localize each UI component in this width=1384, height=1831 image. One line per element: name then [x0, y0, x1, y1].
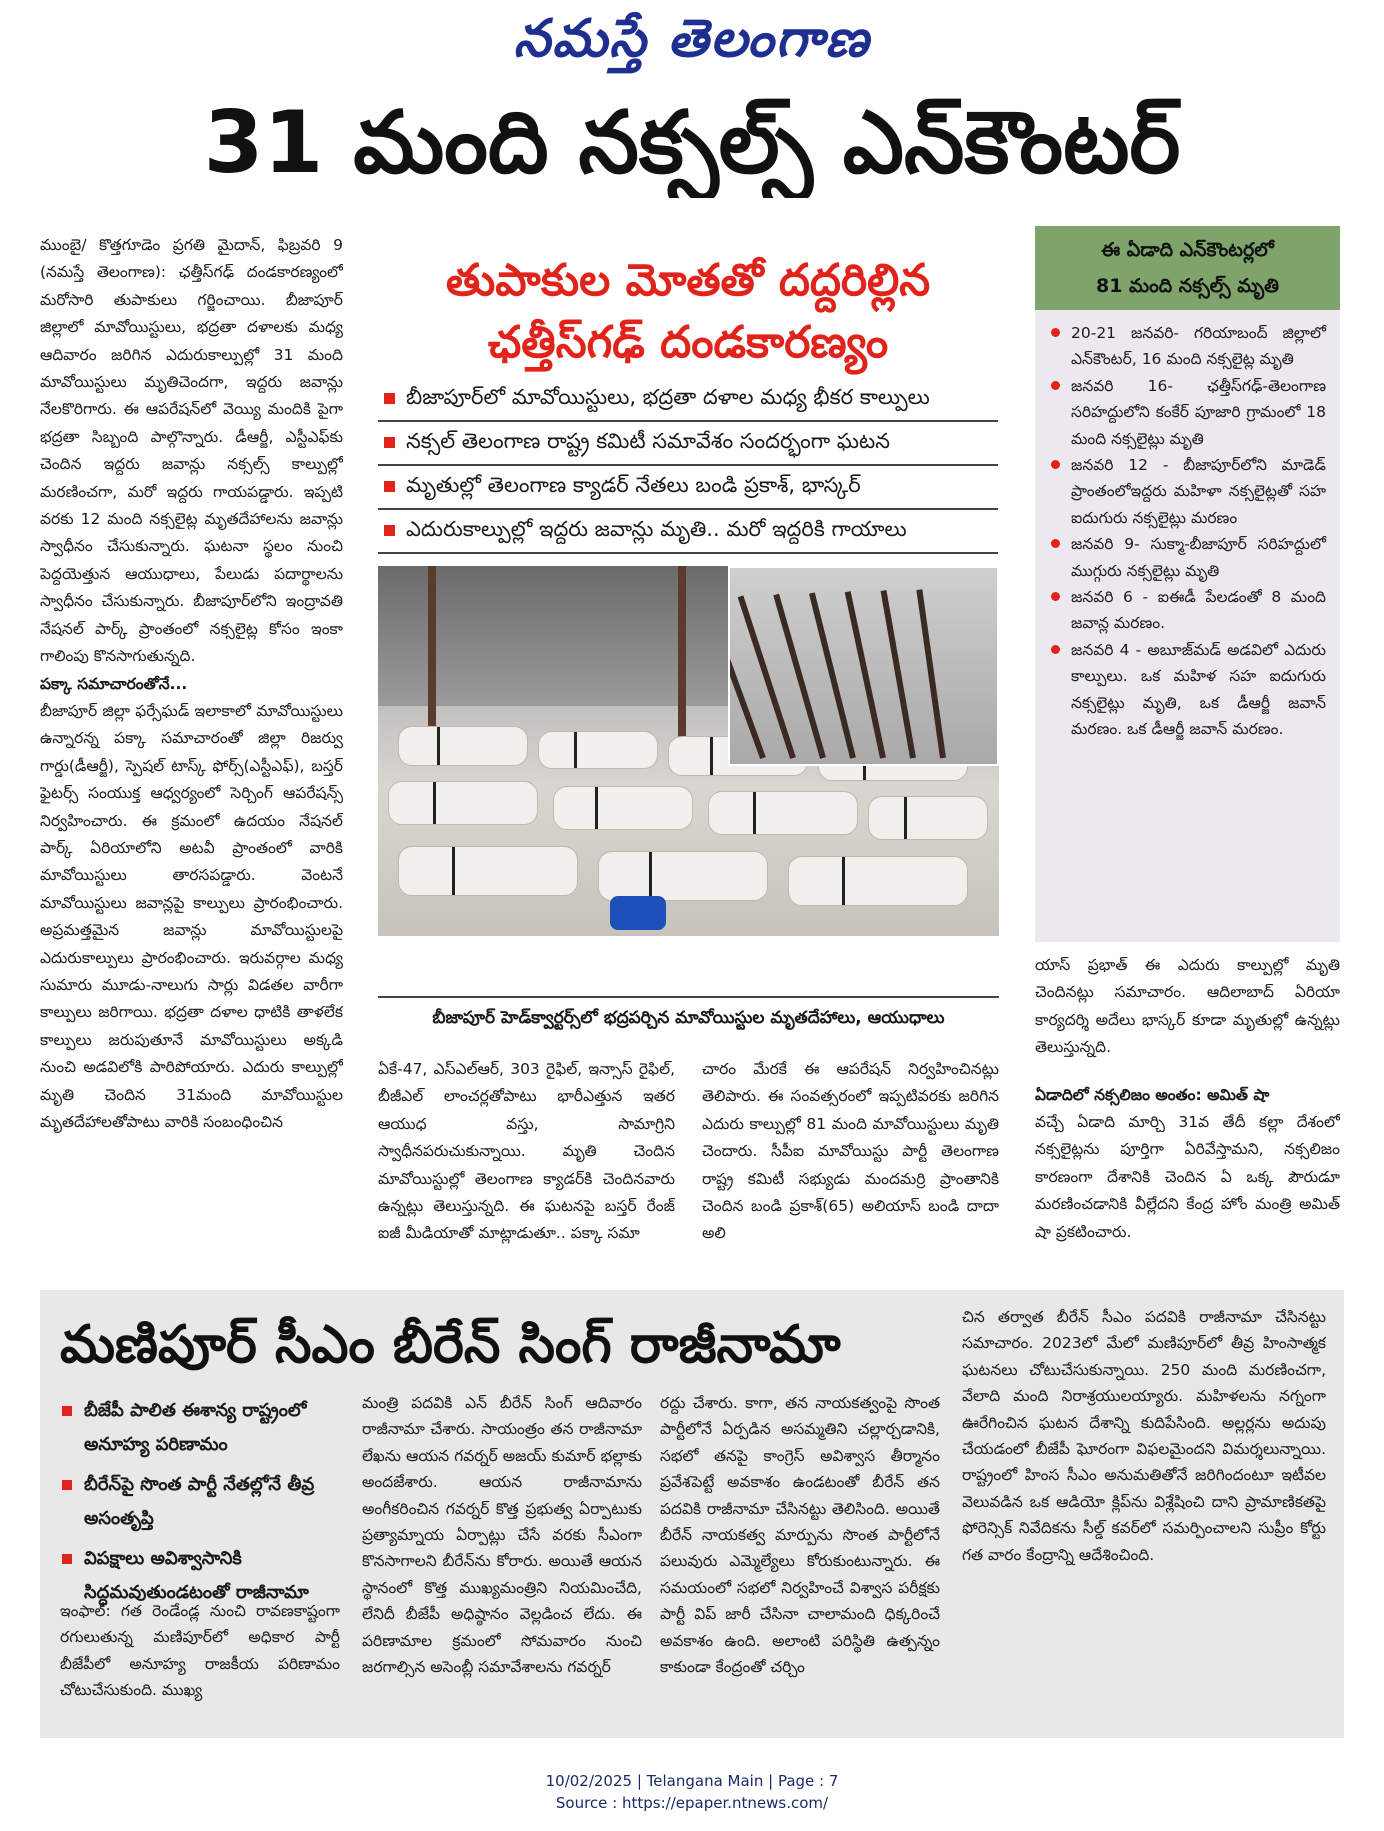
story-paragraph: ఏకే-47, ఎస్ఎల్ఆర్, 303 రైఫిల్, ఇన్సాస్ రైఫిల్, బీజీఎల్ లాంచర్లతోపాటు భారీఎత్తున ఇతర ఆయుధ వస్తు, సామాగ్రిని స్వాధీనపరుచుకున్నాయి. మృతి చెందిన మావోయిస్టుల్లో తెలంగాణ క్యాడర్‌కి చెందినవారు ఉన్నట్లు తెలుస్తున్నది. ఈ ఘటనపై బస్తర్ రేంజ్ ఐజీ మీడియాతో మాట్లాడుతూ.. పక్కా సమా: [378, 1060, 675, 1243]
footer-edition-line: 10/02/2025 | Telangana Main | Page : 7: [545, 1772, 839, 1790]
masthead-logo: నమస్తే తెలంగాణ: [513, 8, 871, 69]
bullet-square-icon: [62, 1554, 72, 1564]
body-bag: [398, 726, 528, 766]
story-paragraph: వచ్చే ఏడాది మార్చి 31వ తేదీ కల్లా దేశంలో నక్సలైట్లను పూర్తిగా ఏరివేస్తామని, నక్సలిజం కారణంగా దేశానికి చెందిన ఏ ఒక్క పౌరుడూ మరణించడానికి వీల్లేదని కేంద్ర హోం మంత్రి అమిత్ షా ప్రకటించారు.: [1035, 1113, 1340, 1241]
encounters-sidebar: [1035, 226, 1340, 942]
highlight-item: ఎదురుకాల్పుల్లో ఇద్దరు జవాన్లు మృతి.. మరో ఇద్దరికి గాయాలు: [378, 510, 998, 554]
body-bag: [598, 851, 768, 901]
story-mid-column-1: [378, 1056, 675, 1280]
highlight-item: నక్సల్ తెలంగాణ రాష్ట్ర కమిటీ సమావేశం సందర్భంగా ఘటన: [378, 422, 998, 466]
bullet-dot-icon: [1051, 592, 1060, 601]
encounter-item: జనవరి 16- ఛత్తీస్‌గఢ్-తెలంగాణ సరిహద్దులోని కంకేర్ పూజారి గ్రామంలో 18 మంది నక్సలైట్లు మృతి: [1051, 373, 1326, 452]
rifle: [881, 590, 916, 758]
bullet-square-icon: [62, 1480, 72, 1490]
encounter-item: జనవరి 4 - అబూజ్‌మడ్ అడవిలో ఎదురు కాల్పులు. ఒక మహిళ సహ ఐదుగురు నక్సలైట్లు మృతి, ఒక డీఆర్జీ జవాన్ మరణం. ఒక డీఆర్జీ జవాన్ మరణం.: [1051, 637, 1326, 743]
story-paragraph: ముంబై/ కొత్తగూడెం ప్రగతి మైదాన్, ఫిబ్రవరి 9 (నమస్తే తెలంగాణ): ఛత్తీస్‌గఢ్ దండకారణ్యంలో మరోసారి తుపాకులు గర్జించాయి. బీజాపూర్ జిల్లాలో మావోయిస్టులు, భద్రతా దళాలకు మధ్య ఆదివారం జరిగిన ఎదురుకాల్పుల్లో 31 మంది మావోయిస్టులు మృతిచెందగా, ఇద్దరు జవాన్లు నేలకొరిగారు. ఈ ఆపరేషన్‌లో వెయ్యి మందికి పైగా భద్రతా సిబ్బంది పాల్గొన్నారు. డీఆర్జీ, ఎస్టీఎఫ్‌కు చెందిన ఇద్దరు జవాన్లు నక్సల్స్ కాల్పుల్లో మరణించగా, మరో ఇద్దరు గాయపడ్డారు. ఇప్పటి వరకు 12 మంది నక్సలైట్ల మృతదేహాలను జవాన్లు స్వాధీనం చేసుకున్నారు. ఘటనా స్థలం నుంచి పెద్దయెత్తున ఆయుధాలు, పేలుడు పదార్థాలను స్వాధీనం చేసుకున్నారు. బీజాపూర్‌లోని ఇంద్రావతి నేషనల్ పార్క్ ప్రాంతంలో నక్సలైట్ల కోసం ఇంకా గాలింపు కొనసాగుతున్నది.: [40, 236, 343, 666]
encounter-item: జనవరి 6 - ఐఈడీ పేలడంతో 8 మంది జవాన్ల మరణం.: [1051, 584, 1326, 637]
bullet-square-icon: [384, 525, 395, 536]
weapons-inset-photo: [728, 566, 999, 766]
manipur-headline: మణిపూర్ సీఎం బీరేన్ సింగ్ రాజీనామా: [60, 1315, 841, 1375]
subtitle-line: ఛత్తీస్‌గఢ్ దండకారణ్యం: [487, 317, 889, 368]
bullet-dot-icon: [1051, 460, 1060, 469]
highlight-item: విపక్షాలు అవిశ్వాసానికి సిద్ధమవుతుండటంతో రాజీనామా: [60, 1542, 340, 1610]
subtitle-line: తుపాకుల మోతతో దద్దరిల్లిన: [445, 255, 931, 306]
main-headline: 31 మంది నక్సల్స్ ఎన్‌కౌంటర్: [203, 93, 1181, 193]
rifle: [845, 591, 886, 759]
story-right-column: [1035, 952, 1340, 1268]
bullet-dot-icon: [1051, 539, 1060, 548]
bullet-dot-icon: [1051, 645, 1060, 654]
story-paragraph: చారం మేరకే ఈ ఆపరేషన్ నిర్వహించినట్లు తెలిపారు. ఈ సంవత్సరంలో ఇప్పటివరకు జరిగిన ఎదురు కాల్పుల్లో 81 మంది మావోయిస్టులు మృతి చెందారు. సీపీఐ మావోయిస్టు పార్టీ తెలంగాణ రాష్ట్ర కమిటీ సభ్యుడు మందమర్రి ప్రాంతానికి చెందిన బండి ప్రకాశ్(65) అలియాస్ బండి దాదా అలి: [702, 1060, 999, 1243]
body-bag: [388, 781, 538, 825]
highlight-item: బీరేన్‌పై సొంత పార్టీ నేతల్లోనే తీవ్ర అసంతృప్తి: [60, 1468, 340, 1536]
body-bag: [788, 856, 968, 906]
highlight-item: బీజేపీ పాలిత ఈశాన్య రాష్ట్రంలో అనూహ్య పరిణామం: [60, 1394, 340, 1462]
story-left-column: [40, 232, 343, 1254]
rifle: [916, 589, 946, 758]
manipur-column-3: రద్దు చేశారు. కాగా, తన నాయకత్వంపై సొంత పార్టీలోనే ఏర్పడిన అసమ్మతిని చల్లార్చడానికి, సభలో తనపై కాంగ్రెస్ అవిశ్వాస తీర్మానం ప్రవేశపెట్టే అవకాశం ఉండటంతో బీరేన్ తన పదవికి రాజీనామా చేసినట్టు తెలిసింది. అయితే బీరేన్ నాయకత్వ మార్పును సొంత పార్టీలోనే పలువురు ఎమ్మెల్యేలు కోరుకుంటున్నారు. ఈ సమయంలో సభలో నిర్వహించే విశ్వాస పరీక్షకు పార్టీ విప్ జారీ చేసినా చాలామంది ధిక్కరించే అవకాశం ఉంది. అలాంటి పరిస్థితి ఉత్పన్నం కాకుండా కేంద్రంతో చర్చిం: [660, 1394, 940, 1677]
page-footer: [0, 1770, 1384, 1814]
body-bag: [538, 731, 658, 769]
bullet-dot-icon: [1051, 381, 1060, 390]
manipur-highlights: [60, 1394, 340, 1610]
encounter-item: జనవరి 9- సుక్మా-బీజాపూర్ సరిహద్దులో ముగ్గురు నక్సలైట్లు మృతి: [1051, 531, 1326, 584]
manipur-story-box: [40, 1290, 1344, 1738]
body-bag: [398, 846, 578, 896]
encounter-list: [1035, 310, 1340, 743]
highlight-item: మృతుల్లో తెలంగాణ క్యాడర్ నేతలు బండి ప్రకాశ్, భాస్కర్: [378, 466, 998, 510]
news-photo: [378, 566, 999, 936]
photo-caption: బీజాపూర్ హెడ్‌క్వార్టర్స్‌లో భద్రపర్చిన మావోయిస్టుల మృతదేహాలు, ఆయుధాలు: [378, 996, 999, 1036]
body-bag: [553, 786, 693, 830]
bullet-square-icon: [62, 1406, 72, 1416]
story-subtitle: [378, 250, 998, 374]
story-highlights: [378, 378, 998, 554]
bullet-square-icon: [384, 481, 395, 492]
highlight-item: బీజాపూర్‌లో మావోయిస్టులు, భద్రతా దళాల మధ్య భీకర కాల్పులు: [378, 378, 998, 422]
body-bag: [868, 796, 988, 840]
bullet-square-icon: [384, 437, 395, 448]
encounter-item: 20-21 జనవరి- గరియాబంద్ జిల్లాలో ఎన్‌కౌంటర్, 16 మంది నక్సలైట్ల మృతి: [1051, 320, 1326, 373]
sidebar-title: ఈ ఏడాది ఎన్‌కౌంటర్లలో 81 మంది నక్సల్స్ మృతి: [1035, 226, 1340, 310]
body-bag: [708, 791, 858, 835]
bullet-dot-icon: [1051, 328, 1060, 337]
manipur-column-1: ఇంఫాల్: గత రెండేండ్ల నుంచి రావణకాష్టంగా రగులుతున్న మణిపూర్‌లో అధికార పార్టీ బీజేపీలో అనూహ్య రాజకీయ పరిణామం చోటుచేసుకుంది. ముఖ్య: [60, 1602, 340, 1700]
bullet-square-icon: [384, 393, 395, 404]
blue-bag: [610, 896, 666, 930]
rifle: [738, 595, 796, 759]
story-subhead: పక్కా సమాచారంతోనే...: [40, 674, 188, 693]
story-paragraph: బీజాపూర్ జిల్లా ఫర్సేఘడ్ ఇలాకాలో మావోయిస్టులు ఉన్నారన్న పక్కా సమాచారంతో జిల్లా రిజర్వు గార్డు(డీఆర్జీ), స్పెషల్ టాస్క్ ఫోర్స్(ఎస్టీఎఫ్), బస్తర్ ఫైటర్స్ సంయుక్త ఆధ్వర్యంలో సెర్చింగ్ ఆపరేషన్స్ నిర్వహించారు. ఈ క్రమంలో ఉదయం నేషనల్ పార్క్ ఏరియాలోని అటవీ ప్రాంతంలో వారికి మావోయిస్టులు తారసపడ్డారు. వెంటనే మావోయిస్టులు జవాన్లపై కాల్పులు ప్రారంభించారు. అప్రమత్తమైన జవాన్లు మావోయిస్టులపై ఎదురుకాల్పులు ప్రారంభించారు. ఇరువర్గాల మధ్య సుమారు మూడు-నాలుగు సార్లు విడతల వారీగా కాల్పులు జరిగాయి. భద్రతా దళాల ధాటికి తాళలేక కాల్పులు జరుపుతూనే మావోయిస్టులు అక్కడి నుంచి అడవిలోకి పారిపోయారు. ఎదురు కాల్పుల్లో మృతి చెందిన 31మంది మావోయిస్టుల మృతదేహాలతోపాటు వారికి సంబంధించిన: [40, 701, 343, 1131]
story-mid-column-2: [702, 1056, 999, 1280]
footer-source-line: Source : https://epaper.ntnews.com/: [555, 1794, 829, 1812]
encounter-item: జనవరి 12 - బీజాపూర్‌లోని మాడెడ్ ప్రాంతంలోఇద్దరు మహిళా నక్సలైట్లతో సహ ఐదుగురు నక్సలైట్లు మరణం: [1051, 452, 1326, 531]
manipur-column-4: చిన తర్వాత బీరేన్ సీఎం పదవికి రాజీనామా చేసినట్టు సమాచారం. 2023లో మేలో మణిపూర్‌లో తీవ్ర హింసాత్మక ఘటనలు చోటుచేసుకున్నాయి. 250 మంది మరణించగా, వేలాది మంది నిరాశ్రయులయ్యారు. మహిళలను నగ్నంగా ఊరేగించిన ఘటన దేశాన్ని కుదిపేసింది. అల్లర్లను అదుపు చేయడంలో బీజేపీ ఘోరంగా విఫలమైందని విమర్శలున్నాయి. రాష్ట్రంలో హింస సీఎం అనుమతితోనే జరిగిందంటూ ఇటీవల వెలువడిన ఒక ఆడియో క్లిప్‌ను విశ్లేషించి దాని ప్రామాణికతపై ఫోరెన్సిక్ నివేదికను సీల్డ్ కవర్‌లో సమర్పించాలని సుప్రీం కోర్టు గత వారం కేంద్రాన్ని ఆదేశించింది.: [962, 1308, 1326, 1564]
story-paragraph: యాస్ ప్రభాత్ ఈ ఎదురు కాల్పుల్లో మృతి చెందినట్లు సమాచారం. ఆదిలాబాద్ ఏరియా కార్యదర్శి అదేలు భాస్కర్ కూడా మృతుల్లో ఉన్నట్లు తెలుస్తున్నది.: [1035, 956, 1340, 1057]
story-subhead: ఏడాదిలో నక్సలిజం అంతం: అమిత్ షా: [1035, 1085, 1270, 1104]
manipur-column-2: మంత్రి పదవికి ఎన్ బీరేన్ సింగ్ ఆదివారం రాజీనామా చేశారు. సాయంత్రం తన రాజీనామా లేఖను ఆయన గవర్నర్ అజయ్ కుమార్ భల్లాకు అందజేశారు. ఆయన రాజీనామాను అంగీకరించిన గవర్నర్ కొత్త ప్రభుత్వ ఏర్పాటుకు ప్రత్యామ్నాయ ఏర్పాట్లు చేసే వరకు సీఎంగా కొనసాగాలని బీరేన్‌ను కోరారు. అయితే ఆయన స్థానంలో కొత్త ముఖ్యమంత్రిని నియమించేది, లేనిదీ బీజేపీ అధిష్ఠానం వెల్లడించ లేదు. ఈ పరిణామాల క్రమంలో సోమవారం నుంచి జరగాల్సిన అసెంబ్లీ సమావేశాలను గవర్నర్: [362, 1394, 642, 1677]
